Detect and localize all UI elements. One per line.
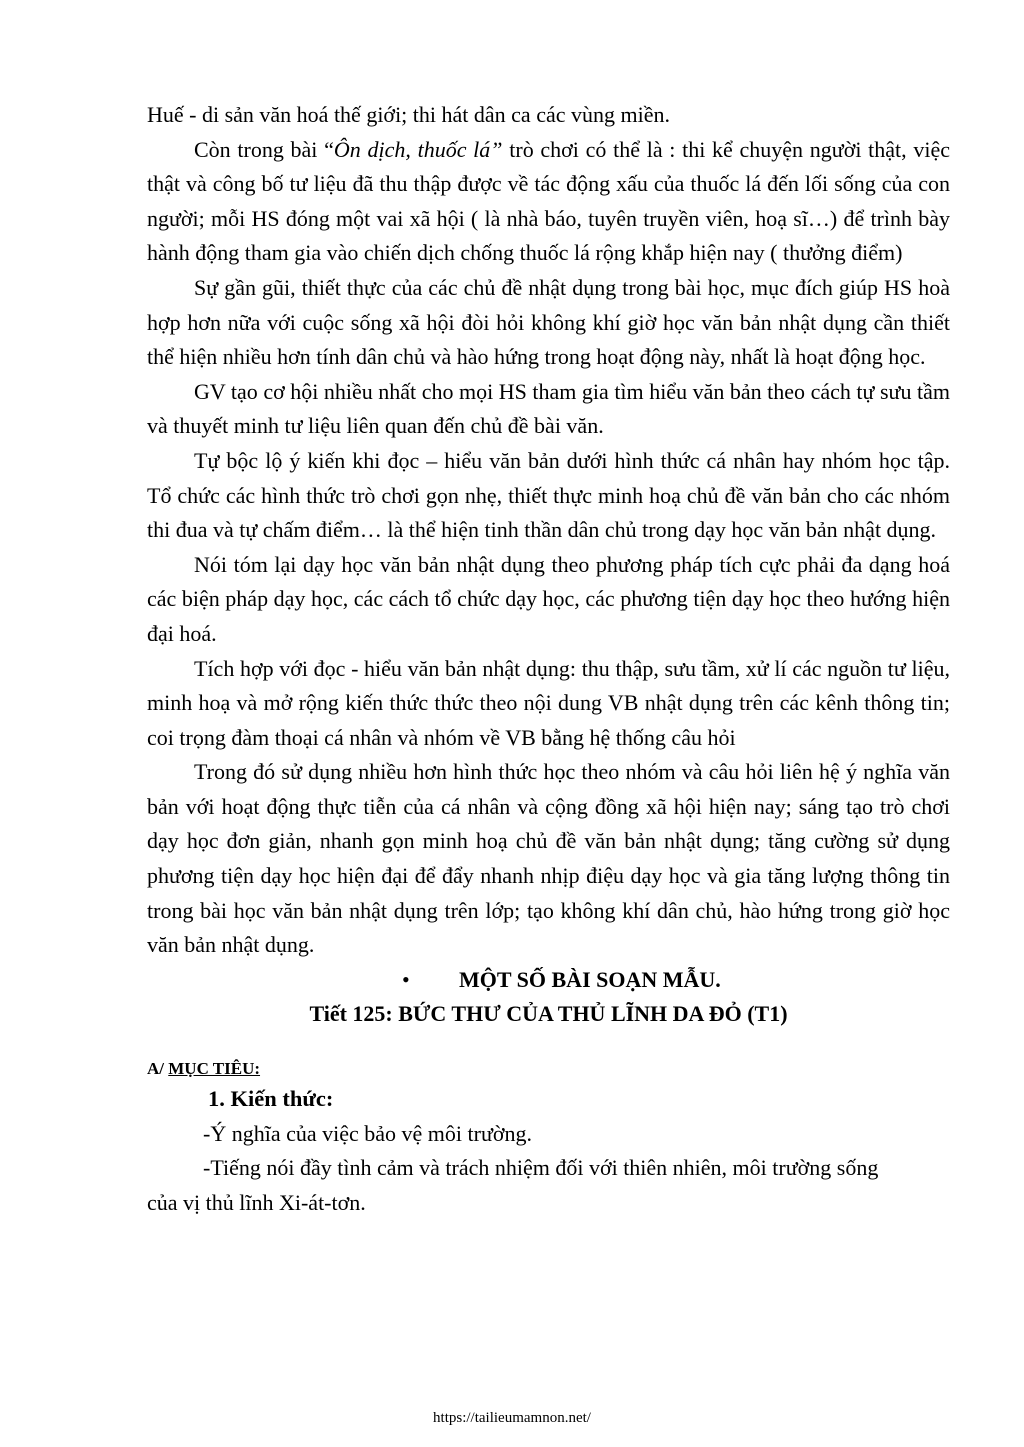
bullet-heading-text: MỘT SỐ BÀI SOẠN MẪU. <box>459 966 721 992</box>
objective-item-2-continued: của vị thủ lĩnh Xi-át-tơn. <box>147 1189 366 1215</box>
paragraph-2 <box>147 133 950 271</box>
paragraph-4: GV tạo cơ hội nhiều nhất cho mọi HS tham gia tìm hiểu văn bản theo cách tự sưu tầm và thuyết minh tư liệu liên quan đến chủ đề bài văn. <box>147 378 950 439</box>
section-prefix: A/ <box>147 1059 169 1079</box>
paragraph-7: Tích hợp với đọc - hiểu văn bản nhật dụng: thu thập, sưu tầm, xử lí các nguồn tư liệu, minh hoạ và mở rộng kiến thức thức theo nội dung VB nhật dụng trên các kênh thông tin; coi trọng đàm thoại cá nhân và nhóm về VB bằng hệ thống câu hỏi <box>147 655 950 750</box>
subsection-heading: 1. Kiến thức: <box>208 1086 334 1112</box>
paragraph-8: Trong đó sử dụng nhiều hơn hình thức học theo nhóm và câu hỏi liên hệ ý nghĩa văn bản với hoạt động thực tiễn của cá nhân và cộng đồng xã hội hiện nay; sáng tạo trò chơi dạy học đơn giản, nhanh gọn minh hoạ chủ đề văn bản nhật dụng; tăng cường sử dụng phương tiện dạy học hiện đại để đẩy nhanh nhịp điệu dạy học và gia tăng lượng thông tin trong bài học văn bản nhật dụng trên lớp; tạo không khí dân chủ, hào hứng trong giờ học văn bản nhật dụng. <box>147 759 950 958</box>
section-label: MỤC TIÊU: <box>168 1059 261 1079</box>
paragraph-1: Huế - di sản văn hoá thế giới; thi hát dân ca các vùng miền. <box>147 102 670 127</box>
paragraph-2-title: Ôn dịch, thuốc lá” <box>333 136 503 162</box>
paragraph-3: Sự gần gũi, thiết thực của các chủ đề nhật dụng trong bài học, mục đích giúp HS hoà hợp hơn nữa với cuộc sống xã hội đòi hỏi không khí giờ học văn bản nhật dụng cần thiết thể hiện nhiều hơn tính dân chủ và hào hứng trong hoạt động này, nhất là hoạt động học. <box>147 274 950 370</box>
lesson-title: Tiết 125: BỨC THƯ CỦA THỦ LĨNH DA ĐỎ (T1) <box>309 1001 788 1027</box>
footer-url: https://tailieumamnon.net/ <box>433 1410 591 1426</box>
paragraph-5: Tự bộc lộ ý kiến khi đọc – hiểu văn bản dưới hình thức cá nhân hay nhóm học tập. Tổ chức các hình thức trò chơi gọn nhẹ, thiết thực minh hoạ chủ đề văn bản cho các nhóm thi đua và tự chấm điểm… là thể hiện tinh thần dân chủ trong dạy học văn bản nhật dụng. <box>147 447 950 543</box>
bullet-heading <box>147 963 950 998</box>
paragraph-2-post: trò chơi có thể là : thi kể chuyện người thật, việc thật và công bố tư liệu đã thu thập được về tác động xấu của thuốc lá đến lối sống của con người; mỗi HS đóng một vai xã hội ( là nhà báo, tuyên truyền viên, hoạ sĩ…) để trình bày hành động tham gia vào chiến dịch chống thuốc lá rộng khắp hiện nay ( thưởng điểm) <box>147 136 950 266</box>
section-heading <box>147 1056 950 1082</box>
bullet-icon: • <box>402 966 410 992</box>
document-body <box>147 98 950 1220</box>
paragraph-6: Nói tóm lại dạy học văn bản nhật dụng theo phương pháp tích cực phải đa dạng hoá các biện pháp dạy học, các cách tổ chức dạy học, các phương tiện dạy học theo hướng hiện đại hoá. <box>147 551 950 646</box>
paragraph-2-pre: Còn trong bài “ <box>194 136 334 162</box>
objective-item-2: -Tiếng nói đầy tình cảm và trách nhiệm đối với thiên nhiên, môi trường sống <box>203 1155 879 1181</box>
objective-item-1: -Ý nghĩa của việc bảo vệ môi trường. <box>203 1120 533 1146</box>
